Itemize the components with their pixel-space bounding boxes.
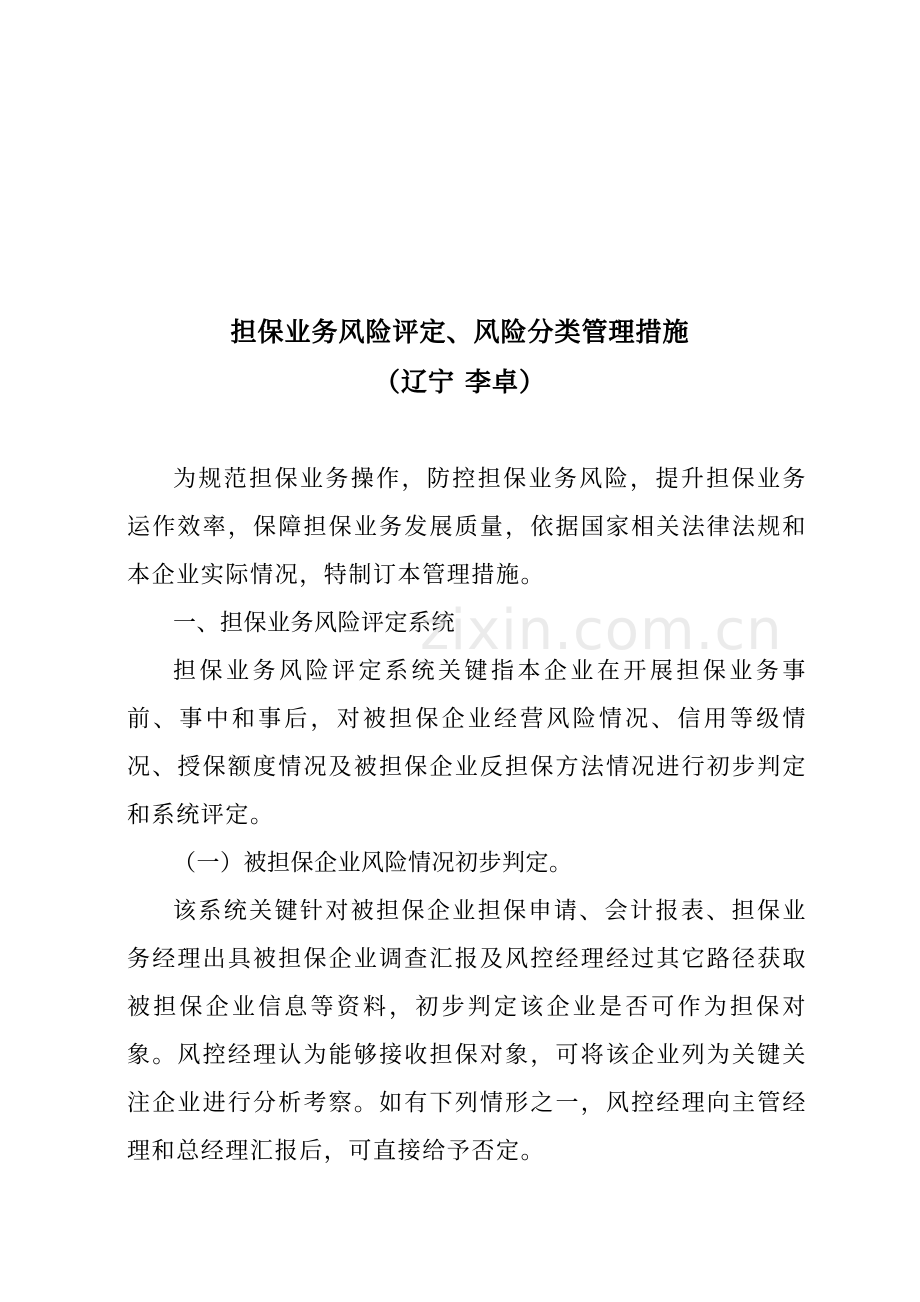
section-1-paragraph: 担保业务风险评定系统关键指本企业在开展担保业务事前、事中和事后，对被担保企业经营风险情况、信用等级情况、授保额度情况及被担保企业反担保方法情况进行初步判定和系统评定。: [127, 658, 807, 828]
document-title: 担保业务风险评定、风险分类管理措施: [230, 318, 690, 348]
subsection-1-paragraph: 该系统关键针对被担保企业担保申请、会计报表、担保业务经理出具被担保企业调查汇报及风控经理经过其它路径获取被担保企业信息等资料，初步判定该企业是否可作为担保对象。风控经理认为能够接收担保对象，可将该企业列为关键关注企业进行分析考察。如有下列情形之一，风控经理向主管经理和总经理汇报后，可直接给予否定。: [127, 898, 807, 1164]
watermark-text: zixin.com.cn: [420, 598, 783, 663]
section-1-heading: 一、担保业务风险评定系统: [173, 610, 455, 636]
document-subtitle: （辽宁 李卓）: [373, 368, 547, 398]
intro-paragraph: 为规范担保业务操作，防控担保业务风险，提升担保业务运作效率，保障担保业务发展质量，依据国家相关法律法规和本企业实际情况，特制订本管理措施。: [127, 466, 807, 588]
subsection-1-heading: （一）被担保企业风险情况初步判定。: [173, 850, 573, 876]
